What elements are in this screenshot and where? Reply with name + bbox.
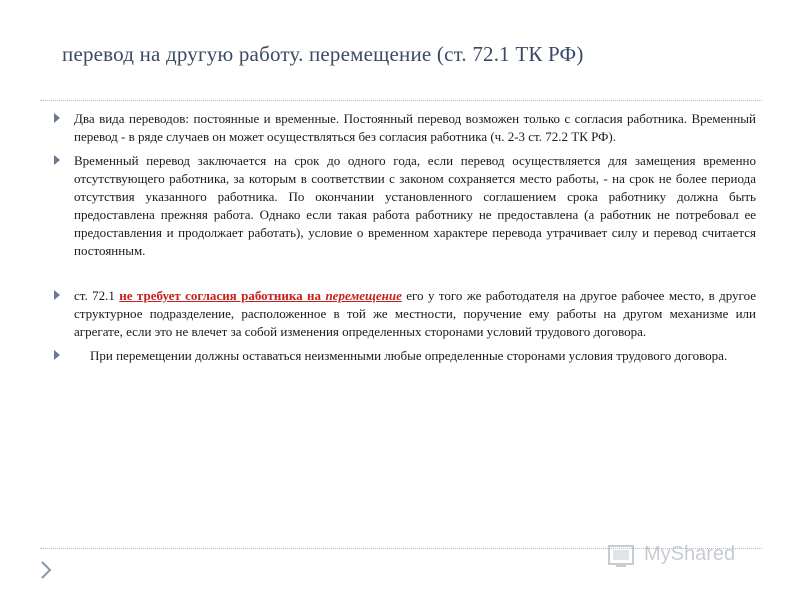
slide-title: перевод на другую работу. перемещение (ст. 72.1 ТК РФ) bbox=[62, 42, 584, 66]
bullet-item bbox=[50, 152, 756, 260]
bullet-item bbox=[50, 287, 756, 341]
bullet-arrow-icon bbox=[54, 350, 60, 360]
highlight-text: не требует согласия работника на перемещение bbox=[119, 288, 402, 303]
top-divider bbox=[40, 100, 762, 101]
bullet-item bbox=[50, 347, 756, 365]
bullet-text: При перемещении должны оставаться неизменными любые определенные сторонами условия трудового договора. bbox=[90, 348, 728, 363]
bullet-text-suffix: его у того же работодателя на другое рабочее место, в другое структурное подразделение, расположенное в той же местности, поручение ему работы на другом механизме или агрегате, если это не влечет за собой изменения определенных сторонами условий трудового договора. bbox=[74, 288, 756, 339]
bullet-item bbox=[50, 110, 756, 146]
bullet-text: Временный перевод заключается на срок до одного года, если перевод осуществляется для замещения временно отсутствующего работника, за которым в соответствии с законом сохраняется место работы, - на срок не более периода отсутствия указанного работника. По окончании установленного соглашением срока работнику должна быть предоставлена прежняя работа. Однако если такая работа работнику не предоставлена (а работник не потребовал ее предоставления и продолжает работать), условие о временном характере перевода утрачивает силу и перевод считается постоянным. bbox=[74, 153, 756, 258]
bullet-arrow-icon bbox=[54, 113, 60, 123]
bullet-arrow-icon bbox=[54, 155, 60, 165]
watermark bbox=[606, 540, 762, 570]
watermark-logo-icon bbox=[606, 540, 640, 570]
slide-corner-chevron-icon bbox=[40, 560, 52, 580]
slide-content bbox=[50, 110, 756, 365]
bullet-text: Два вида переводов: постоянные и временные. Постоянный перевод возможен только с согласия работника. Временный перевод - в ряде случаев он может осуществляться без согласия работника (ч. 2-3 ст. 72.2 ТК РФ). bbox=[74, 111, 756, 144]
watermark-text: MyShared bbox=[644, 543, 736, 565]
highlight-italic-text: перемещение bbox=[325, 288, 402, 303]
bullet-arrow-icon bbox=[54, 290, 60, 300]
bullet-text-prefix: ст. 72.1 bbox=[74, 288, 120, 303]
